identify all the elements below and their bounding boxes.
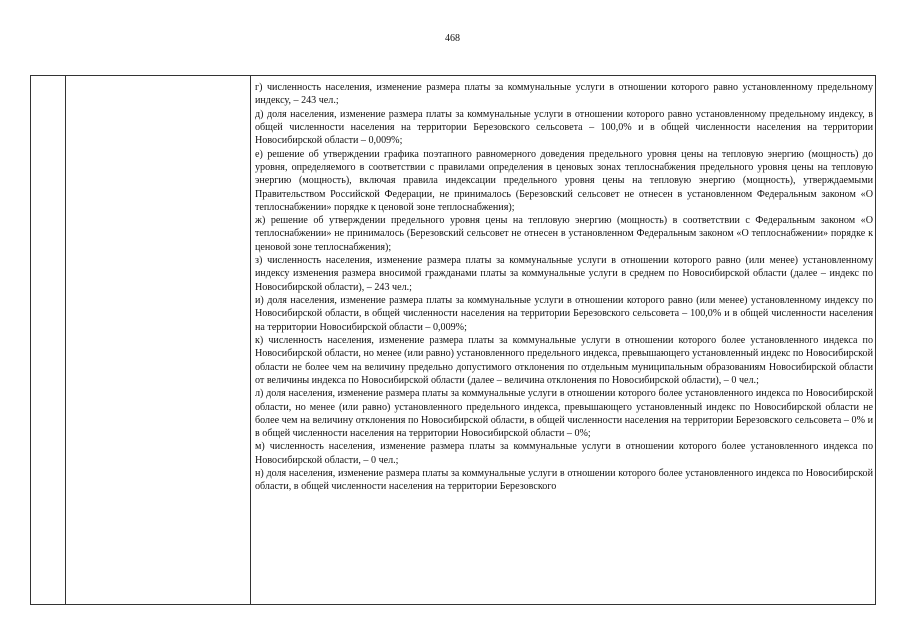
paragraph-k: к) численность населения, изменение размера платы за коммунальные услуги в отношении которого более установленного индекса по Новосибирской области, но менее (или равно) установленного предельного индекса, превышающего установленный индекс по Новосибирской области не более чем на величину предельно допустимого отклонения по отдельным муниципальным образованиям Новосибирской области от величины индекса по Новосибирской области (далее – величина отклонения по Новосибирской области), – 0 чел.;: [255, 334, 873, 386]
document-table: [30, 75, 876, 605]
paragraph-z: з) численность населения, изменение размера платы за коммунальные услуги в отношении которого равно (или менее) установленному индексу изменения размера вносимой гражданами платы за коммунальные услуги в среднем по Новосибирской области (далее – индекс по Новосибирской области), – 243 чел.;: [255, 255, 873, 293]
paragraph-d: д) доля населения, изменение размера платы за коммунальные услуги в отношении которого равно установленному предельному индексу, в общей численности населения на территории Березовского сельсовета – 100,0% и в общей численности населения на территории Новосибирской области – 0,009%;: [255, 108, 873, 147]
paragraph-i: и) доля населения, изменение размера платы за коммунальные услуги в отношении которого равно (или менее) установленному индексу по Новосибирской области, в общей численности населения на территории Березовского сельсовета – 100,0% и в общей численности населения на территории Новосибирской области – 0,009%;: [255, 295, 873, 333]
paragraph-e: е) решение об утверждении графика поэтапного равномерного доведения предельного уровня цены на тепловую энергию (мощность) до уровня, определяемого в соответствии с правилами определения в ценовых зонах теплоснабжения предельного уровня цены на тепловую энергию (мощность), включая правила индексации предельного уровня цены на тепловую энергию (мощность), утверждаемыми Правительством Российской Федерации, не принималось (Березовский сельсовет не отнесен в установленном Федеральным законом «О теплоснабжении» порядке к ценовой зоне теплоснабжения);: [255, 148, 873, 213]
table-column-name: [66, 76, 251, 604]
paragraph-l: л) доля населения, изменение размера платы за коммунальные услуги в отношении которого более установленного индекса по Новосибирской области, но менее (или равно) установленного предельного индекса, превышающего установленный индекс по Новосибирской области не более чем на величину отклонения по Новосибирской области, в общей численности населения на территории Березовского сельсовета – 0% и в общей численности населения на территории Новосибирской области – 0%;: [255, 388, 873, 440]
paragraph-g: г) численность населения, изменение размера платы за коммунальные услуги в отношении которого равно установленному предельному индексу, – 243 чел.;: [255, 82, 873, 107]
paragraph-m: м) численность населения, изменение размера платы за коммунальные услуги в отношении которого более установленного индекса по Новосибирской области, – 0 чел.;: [255, 441, 873, 466]
table-column-content: [251, 76, 875, 604]
paragraph-n: н) доля населения, изменение размера платы за коммунальные услуги в отношении которого более установленного индекса по Новосибирской области, в общей численности населения на территории Березовского: [255, 468, 873, 493]
table-column-number: [31, 76, 66, 604]
paragraph-zh: ж) решение об утверждении предельного уровня цены на тепловую энергию (мощность) в соответствии с Федеральным законом «О теплоснабжении» не принималось (Березовский сельсовет не отнесен в установленном Федеральным законом «О теплоснабжении» порядке к ценовой зоне теплоснабжения);: [255, 215, 873, 253]
page-number: 468: [445, 33, 460, 44]
